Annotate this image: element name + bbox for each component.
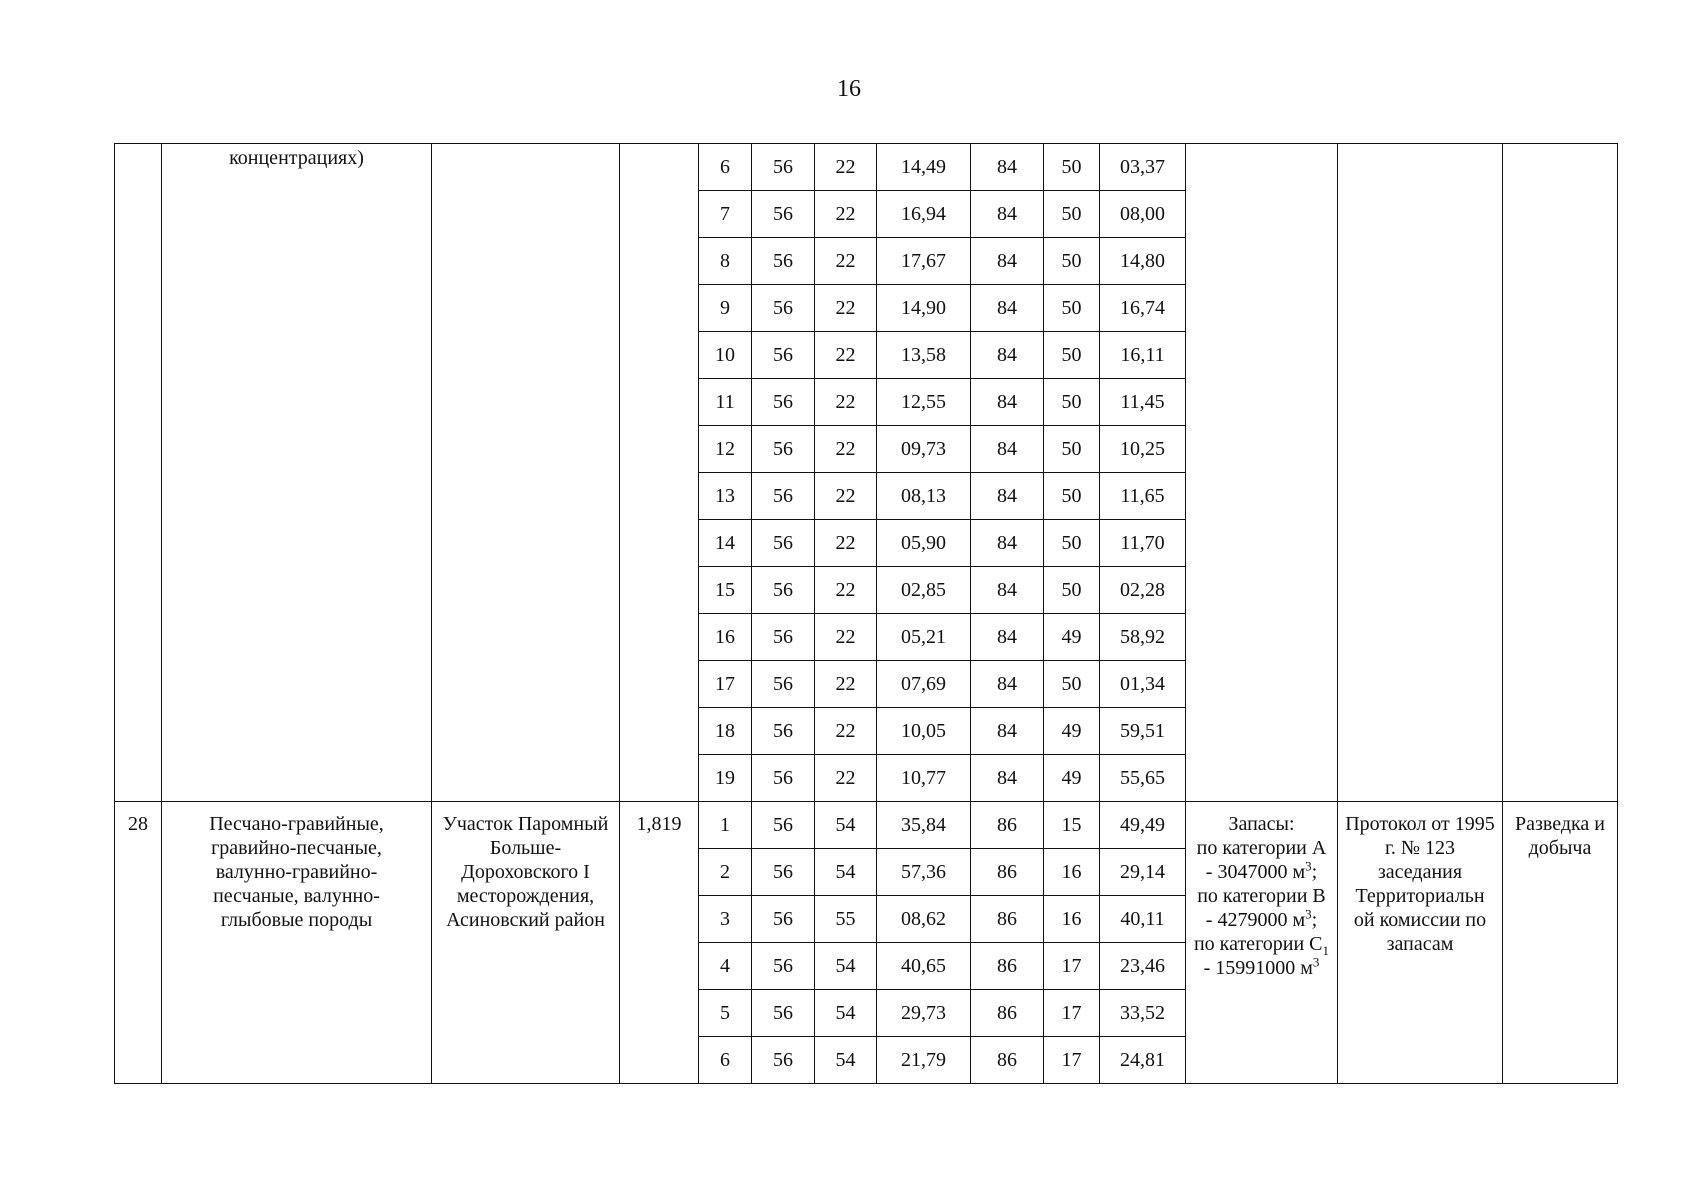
lon-min-cell: 16	[1044, 849, 1100, 896]
point-number-cell: 8	[699, 238, 752, 285]
lon-sec-cell: 23,46	[1100, 943, 1186, 990]
lon-min-cell: 17	[1044, 990, 1100, 1037]
reserves-cell	[1186, 144, 1338, 802]
lon-sec-cell: 01,34	[1100, 661, 1186, 708]
lon-deg-cell: 86	[971, 943, 1044, 990]
lon-min-cell: 50	[1044, 191, 1100, 238]
coordinates-table	[114, 143, 1618, 1084]
lat-min-cell: 22	[815, 614, 877, 661]
point-number-cell: 3	[699, 896, 752, 943]
location-cell	[432, 144, 620, 802]
description-cell	[162, 144, 432, 802]
lat-min-cell: 22	[815, 567, 877, 614]
lon-sec-cell: 03,37	[1100, 144, 1186, 191]
protocol-cell	[1338, 144, 1503, 802]
point-number-cell: 11	[699, 379, 752, 426]
purpose-cell	[1503, 144, 1618, 802]
area-cell: 1,819	[620, 802, 699, 1084]
point-number-cell: 2	[699, 849, 752, 896]
lon-deg-cell: 84	[971, 755, 1044, 802]
lon-min-cell: 50	[1044, 520, 1100, 567]
lon-sec-cell: 10,25	[1100, 426, 1186, 473]
lat-sec-cell: 07,69	[877, 661, 971, 708]
point-number-cell: 14	[699, 520, 752, 567]
lat-sec-cell: 09,73	[877, 426, 971, 473]
lat-sec-cell: 16,94	[877, 191, 971, 238]
reserves-cat-b: по категории В - 4279000 м	[1197, 885, 1326, 931]
lon-min-cell: 49	[1044, 614, 1100, 661]
lon-deg-cell: 84	[971, 567, 1044, 614]
unit-superscript: 3	[1305, 858, 1312, 874]
lon-min-cell: 50	[1044, 426, 1100, 473]
lat-sec-cell: 40,65	[877, 943, 971, 990]
lon-deg-cell: 84	[971, 426, 1044, 473]
lat-min-cell: 22	[815, 426, 877, 473]
lat-deg-cell: 56	[752, 849, 815, 896]
lat-sec-cell: 12,55	[877, 379, 971, 426]
point-number-cell: 7	[699, 191, 752, 238]
lon-deg-cell: 84	[971, 285, 1044, 332]
lon-sec-cell: 24,81	[1100, 1037, 1186, 1084]
reserves-cat-a: по категории А - 3047000 м	[1196, 837, 1327, 883]
lon-deg-cell: 84	[971, 614, 1044, 661]
rock-type-cell	[162, 802, 432, 1084]
lon-min-cell: 50	[1044, 332, 1100, 379]
location-cell	[432, 802, 620, 1084]
lat-sec-cell: 10,05	[877, 708, 971, 755]
lat-sec-cell: 05,21	[877, 614, 971, 661]
lon-sec-cell: 40,11	[1100, 896, 1186, 943]
point-number-cell: 13	[699, 473, 752, 520]
reserves-title: Запасы:	[1228, 813, 1295, 835]
lon-sec-cell: 14,80	[1100, 238, 1186, 285]
lat-deg-cell: 56	[752, 614, 815, 661]
lat-min-cell: 54	[815, 1037, 877, 1084]
lon-sec-cell: 08,00	[1100, 191, 1186, 238]
description-text: концентрациях)	[229, 147, 364, 169]
lon-deg-cell: 84	[971, 238, 1044, 285]
number-cell	[115, 144, 162, 802]
lon-sec-cell: 02,28	[1100, 567, 1186, 614]
lat-sec-cell: 14,90	[877, 285, 971, 332]
lat-min-cell: 22	[815, 379, 877, 426]
lat-deg-cell: 56	[752, 567, 815, 614]
lat-deg-cell: 56	[752, 1037, 815, 1084]
lon-sec-cell: 55,65	[1100, 755, 1186, 802]
lon-min-cell: 17	[1044, 943, 1100, 990]
protocol-cell	[1338, 802, 1503, 1084]
lat-min-cell: 22	[815, 332, 877, 379]
lat-sec-cell: 57,36	[877, 849, 971, 896]
lat-deg-cell: 56	[752, 285, 815, 332]
lon-min-cell: 16	[1044, 896, 1100, 943]
lat-deg-cell: 56	[752, 473, 815, 520]
lon-min-cell: 49	[1044, 755, 1100, 802]
point-number-cell: 17	[699, 661, 752, 708]
row-number-cell: 28	[115, 802, 162, 1084]
reserves-text	[1186, 812, 1337, 980]
lon-min-cell: 50	[1044, 567, 1100, 614]
point-number-cell: 1	[699, 802, 752, 849]
lat-sec-cell: 05,90	[877, 520, 971, 567]
lon-deg-cell: 84	[971, 473, 1044, 520]
point-number-cell: 15	[699, 567, 752, 614]
point-number-cell: 19	[699, 755, 752, 802]
lat-deg-cell: 56	[752, 990, 815, 1037]
category-subscript: 1	[1322, 943, 1330, 958]
rock-type-text: Песчано-гравийные, гравийно-песчаные, валунно-гравийно-песчаные, валунно-глыбовые породы	[209, 813, 384, 931]
point-number-cell: 5	[699, 990, 752, 1037]
reserves-cell	[1186, 802, 1338, 1084]
lat-deg-cell: 56	[752, 144, 815, 191]
lon-deg-cell: 86	[971, 849, 1044, 896]
lon-min-cell: 50	[1044, 473, 1100, 520]
separator: ;	[1311, 909, 1318, 931]
lon-deg-cell: 84	[971, 332, 1044, 379]
lat-min-cell: 22	[815, 755, 877, 802]
table-row	[115, 144, 1618, 191]
lat-min-cell: 22	[815, 191, 877, 238]
lat-deg-cell: 56	[752, 943, 815, 990]
lat-min-cell: 22	[815, 520, 877, 567]
reserves-cat-c-value: - 15991000 м	[1203, 957, 1313, 979]
lon-min-cell: 50	[1044, 379, 1100, 426]
lon-min-cell: 50	[1044, 661, 1100, 708]
lat-sec-cell: 17,67	[877, 238, 971, 285]
lat-deg-cell: 56	[752, 708, 815, 755]
lat-deg-cell: 56	[752, 755, 815, 802]
point-number-cell: 9	[699, 285, 752, 332]
lon-deg-cell: 84	[971, 661, 1044, 708]
table-row	[115, 802, 1618, 849]
lat-sec-cell: 35,84	[877, 802, 971, 849]
reserves-cat-c-label: по категории С	[1193, 933, 1323, 955]
lat-deg-cell: 56	[752, 802, 815, 849]
lat-deg-cell: 56	[752, 661, 815, 708]
location-text: Участок Паромный Больше-Дороховского I месторождения, Асиновский район	[442, 813, 609, 931]
lat-deg-cell: 56	[752, 426, 815, 473]
lon-deg-cell: 84	[971, 191, 1044, 238]
lat-min-cell: 22	[815, 708, 877, 755]
page-number: 16	[837, 76, 861, 102]
purpose-text: Разведка и добыча	[1514, 813, 1605, 859]
lon-sec-cell: 11,65	[1100, 473, 1186, 520]
lat-deg-cell: 56	[752, 896, 815, 943]
lon-sec-cell: 16,74	[1100, 285, 1186, 332]
lat-sec-cell: 13,58	[877, 332, 971, 379]
lon-deg-cell: 86	[971, 990, 1044, 1037]
lon-min-cell: 50	[1044, 144, 1100, 191]
lat-sec-cell: 10,77	[877, 755, 971, 802]
lon-deg-cell: 86	[971, 896, 1044, 943]
lat-sec-cell: 21,79	[877, 1037, 971, 1084]
lon-deg-cell: 84	[971, 520, 1044, 567]
lat-min-cell: 54	[815, 802, 877, 849]
lat-min-cell: 54	[815, 943, 877, 990]
lon-sec-cell: 58,92	[1100, 614, 1186, 661]
lat-sec-cell: 14,49	[877, 144, 971, 191]
lat-deg-cell: 56	[752, 238, 815, 285]
lat-deg-cell: 56	[752, 191, 815, 238]
lon-deg-cell: 84	[971, 144, 1044, 191]
point-number-cell: 16	[699, 614, 752, 661]
lon-sec-cell: 33,52	[1100, 990, 1186, 1037]
lat-deg-cell: 56	[752, 379, 815, 426]
point-number-cell: 6	[699, 144, 752, 191]
point-number-cell: 10	[699, 332, 752, 379]
lat-sec-cell: 08,13	[877, 473, 971, 520]
lon-deg-cell: 86	[971, 1037, 1044, 1084]
lon-min-cell: 50	[1044, 285, 1100, 332]
lon-sec-cell: 11,45	[1100, 379, 1186, 426]
lat-min-cell: 54	[815, 990, 877, 1037]
area-cell	[620, 144, 699, 802]
unit-superscript: 3	[1312, 954, 1320, 970]
protocol-text: Протокол от 1995 г. № 123 заседания Территориальн ой комиссии по запасам	[1345, 813, 1495, 955]
point-number-cell: 12	[699, 426, 752, 473]
lon-min-cell: 49	[1044, 708, 1100, 755]
lat-min-cell: 22	[815, 473, 877, 520]
lon-deg-cell: 84	[971, 379, 1044, 426]
lat-min-cell: 22	[815, 661, 877, 708]
unit-superscript: 3	[1305, 906, 1312, 922]
lat-sec-cell: 29,73	[877, 990, 971, 1037]
lat-deg-cell: 56	[752, 332, 815, 379]
lat-min-cell: 55	[815, 896, 877, 943]
lat-min-cell: 54	[815, 849, 877, 896]
point-number-cell: 4	[699, 943, 752, 990]
lon-sec-cell: 29,14	[1100, 849, 1186, 896]
lat-sec-cell: 08,62	[877, 896, 971, 943]
lon-deg-cell: 86	[971, 802, 1044, 849]
lon-deg-cell: 84	[971, 708, 1044, 755]
point-number-cell: 6	[699, 1037, 752, 1084]
lat-min-cell: 22	[815, 238, 877, 285]
lon-min-cell: 50	[1044, 238, 1100, 285]
lat-min-cell: 22	[815, 285, 877, 332]
lat-min-cell: 22	[815, 144, 877, 191]
lat-deg-cell: 56	[752, 520, 815, 567]
separator: ;	[1311, 861, 1318, 883]
lon-sec-cell: 11,70	[1100, 520, 1186, 567]
purpose-cell	[1503, 802, 1618, 1084]
lat-sec-cell: 02,85	[877, 567, 971, 614]
lon-min-cell: 15	[1044, 802, 1100, 849]
lon-min-cell: 17	[1044, 1037, 1100, 1084]
lon-sec-cell: 16,11	[1100, 332, 1186, 379]
lon-sec-cell: 49,49	[1100, 802, 1186, 849]
lon-sec-cell: 59,51	[1100, 708, 1186, 755]
point-number-cell: 18	[699, 708, 752, 755]
